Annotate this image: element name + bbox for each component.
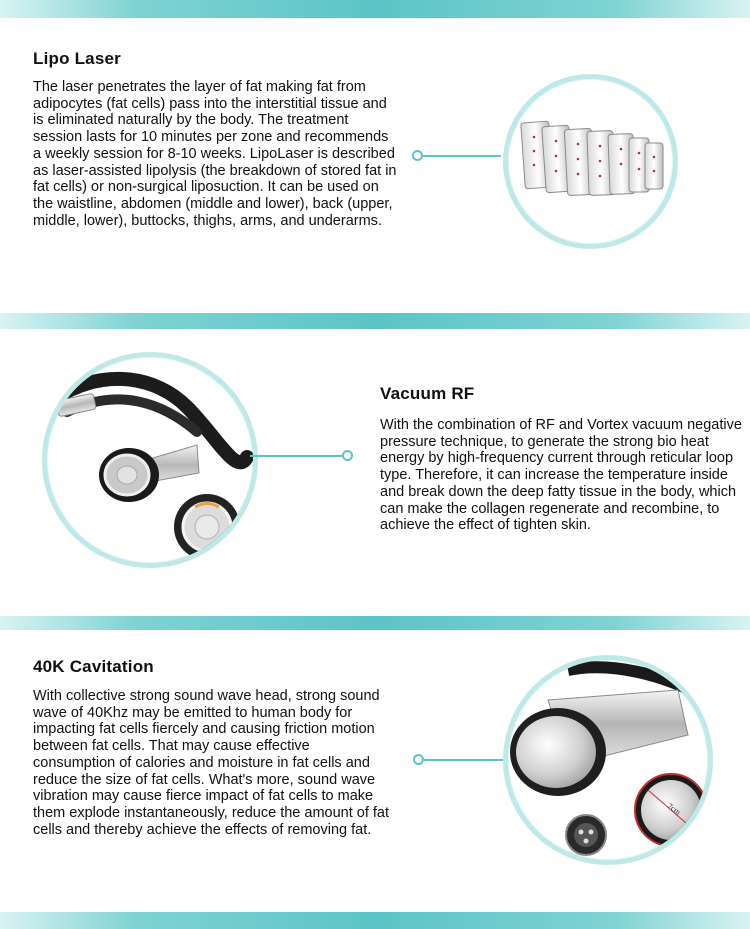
laser-pads-image bbox=[503, 74, 678, 249]
top-divider-band bbox=[0, 0, 750, 18]
size-label: 7cm bbox=[665, 801, 683, 817]
vacuum-rf-image bbox=[42, 352, 258, 568]
divider-band-2 bbox=[0, 616, 750, 630]
section-title: Lipo Laser bbox=[33, 49, 121, 68]
bottom-divider-band bbox=[0, 912, 750, 929]
section-title: Vacuum RF bbox=[380, 384, 475, 403]
section-body: The laser penetrates the layer of fat making fat from adipocytes (fat cells) pass into the interstitial tissue and is eliminated naturally by the body. The treatment session lasts for 10 minutes per zone and recommends a weekly session for 8-10 weeks. LipoLaser is described as laser-assisted lipolysis (the breakdown of stored fat in fat cells) or non-surgical liposuction. It can be used on the waistline, abdomen (middle and lower), back (upper, middle, lower), buttocks, thighs, arms, and underarms. bbox=[33, 79, 397, 229]
connector-dot bbox=[413, 754, 424, 765]
section-title: 40K Cavitation bbox=[33, 657, 154, 676]
vacuum-rf-handpiece-icon bbox=[47, 357, 253, 563]
section-body: With collective strong sound wave head, strong sound wave of 40Khz may be emitted to human body for impacting fat cells fiercely and causing friction motion between fat cells. That may cause effective consumption of calories and moisture in fat cells and reduce the size of fat cells. What's more, sound wave vibration may cause fierce impact of fat cells to make them explode instantaneously, reduce the amount of fat cells and thereby achieve the effects of removing fat. bbox=[33, 688, 390, 838]
connector-line bbox=[250, 455, 342, 457]
divider-band-1 bbox=[0, 313, 750, 329]
section-body: With the combination of RF and Vortex vacuum negative pressure technique, to generate the strong bio heat energy by high-frequency current through reticular loop type. Therefore, it can increase the temperature inside and break down the deep fatty tissue in the body, which can make the collagen regenerate and recombine, to achieve the effect of tighten skin. bbox=[380, 417, 742, 534]
cavitation-image bbox=[503, 655, 713, 865]
laser-pads-icon bbox=[508, 79, 673, 244]
connector-dot bbox=[412, 150, 423, 161]
connector-dot bbox=[342, 450, 353, 461]
cavitation-handpiece-icon bbox=[508, 660, 708, 860]
connector-line bbox=[423, 155, 501, 157]
connector-line bbox=[424, 759, 504, 761]
